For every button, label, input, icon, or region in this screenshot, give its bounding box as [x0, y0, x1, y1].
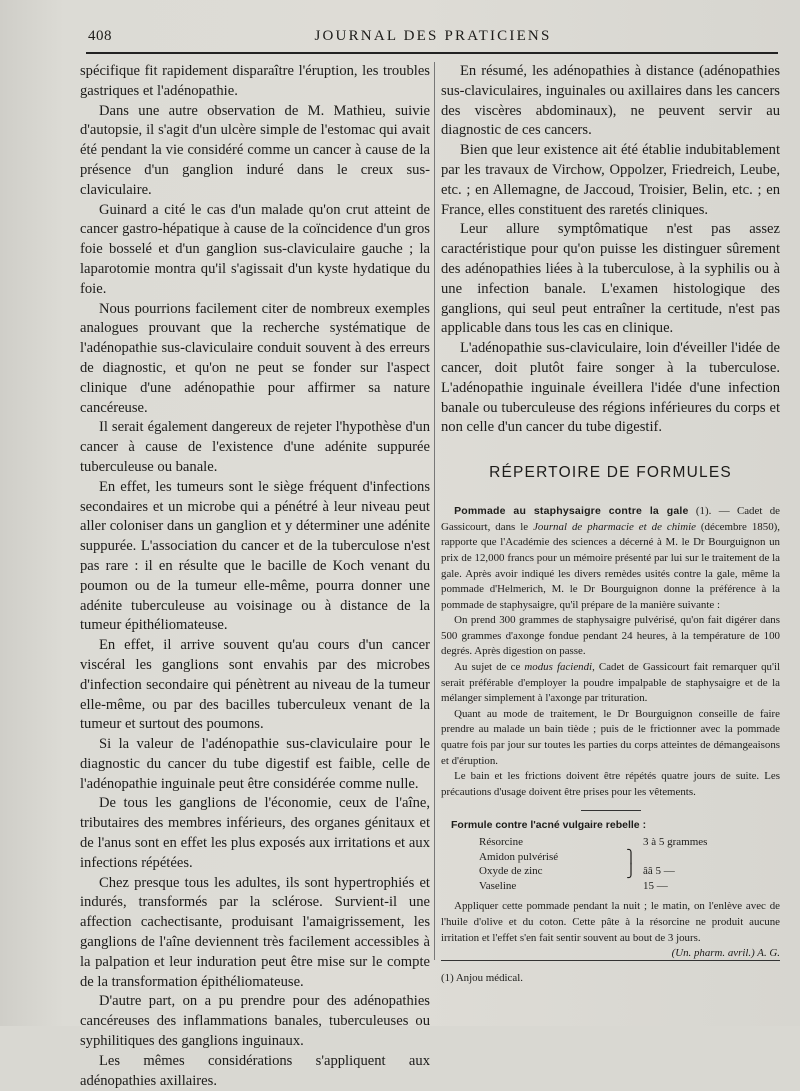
instructions	[441, 899, 780, 960]
modus-pre: Au sujet de ce	[454, 661, 525, 674]
rubric-note: (1). — Cadet de Gassicourt, dans le	[441, 505, 780, 533]
footnote: (1) Anjou médical.	[441, 972, 523, 985]
ingredient-name: Amidon pulvérisé	[479, 850, 559, 863]
ingredient-qty: 3 à 5 grammes	[643, 836, 708, 849]
paragraph: En effet, les tumeurs sont le siège fréquent d'infections secondaires et un microbe qui a pénétré à leur niveau peut aller coloniser dans un ganglion et y déterminer une adénite suppurée. L'association du cancer et de la tuberculose n'est pas rare : il en résulte que le bacille de Koch venant du poumon ou de la tumeur elle-même, pourra donner une adénite tuberculeuse au voisinage ou à distance de la tumeur épithéliomateuse.	[80, 478, 430, 634]
formula-rubric: Formule contre l'acné vulgaire rebelle :	[451, 819, 647, 832]
paragraph: Nous pourrions facilement citer de nombreux exemples analogues prouvant que la recherche systématique de l'adénopathie sus-claviculaire conduit souvent à des erreurs de diagnostic, et qu'on ne peut se fonder sur l'aspect clinique d'une adénopathie pour affirmer sa nature cancéreuse.	[80, 300, 430, 416]
recipe-row	[479, 850, 707, 865]
paragraph: spécifique fit rapidement disparaître l'éruption, les troubles gastriques et l'adénopathie.	[80, 63, 430, 99]
ingredient-name: Oxyde de zinc	[479, 865, 543, 878]
journal-title: Journal de pharmacie et de chimie	[533, 520, 696, 533]
recipe-table	[479, 835, 707, 893]
formula-intro	[441, 504, 780, 613]
paragraph: Si la valeur de l'adénopathie sus-claviculaire pour le diagnostic du cancer du tube digestif est faible, celle de l'adénopathie inguinale peut être considérée comme nulle.	[80, 736, 430, 792]
paragraph: Les mêmes considérations s'appliquent aux adénopathies axillaires.	[80, 1052, 430, 1089]
formula-section	[441, 504, 780, 987]
right-column	[441, 62, 780, 987]
source-signature: (Un. pharm. avril.) A. G.	[671, 947, 780, 960]
paragraph: Il serait également dangereux de rejeter l'hypothèse d'un cancer à cause de l'existence d'une adénite suppurée tuberculeuse ou banale.	[80, 419, 430, 475]
formula-separator	[581, 810, 641, 811]
column-divider	[434, 62, 435, 960]
paragraph: En effet, il arrive souvent qu'au cours d'un cancer viscéral les ganglions sont envahis par des microbes d'infection secondaire qui pénètrent au niveau de la tumeur elle-même, ou par des bacilles tuberculeux venant de la tumeur et surtout des poumons.	[80, 637, 430, 733]
formula-intro-rest: (décembre 1850), rapporte que l'Académie des sciences a décerné à M. le Dr Bourguignon un prix de 12,000 francs pour un mémoire présenté par lui sur le traitement de la gale. Après avoir indiqué les divers remèdes usités contre la gale, même la pommade d'Helmerich, M. le Dr Bourguignon donne la préférence à la pommade de staphysaigre, qu'il prépare de la manière suivante :	[441, 520, 780, 611]
left-column	[80, 62, 430, 1091]
paragraph: Chez presque tous les adultes, ils sont hypertrophiés et indurés, transformés par la sclérose. Survient-il une affection cachectisante, produisant l'amaigrissement, les ganglions de l'aîne deviennent très facilement accessibles à la palpation et leur induration peut être mise sur le compte de la transformation épithéliomateuse.	[80, 874, 430, 990]
ingredient-qty: ââ 5 —	[643, 865, 675, 878]
paragraph: Guinard a cité le cas d'un malade qu'on crut atteint de cancer gastro-hépatique à cause de la coïncidence d'un gros foie bosselé et d'un ganglion sus-claviculaire gauche ; la laparotomie montra qu'il s'agissait d'un kyste hydatique du foie.	[80, 201, 430, 297]
page-number: 408	[88, 28, 112, 44]
section-title: RÉPERTOIRE DE FORMULES	[489, 464, 732, 482]
paragraph: Le bain et les frictions doivent être répétés quatre jours de suite. Les précautions d'usage doivent être prises pour les vêtements.	[441, 770, 780, 798]
paragraph	[441, 660, 780, 707]
paragraph: Leur allure symptômatique n'est pas assez caractéristique pour qu'on puisse les distinguer sûrement des adénopathies liées à la tuberculose, à la syphilis ou à une infection banale. L'examen histologique des ganglions, qui seul peut entraîner la certitude, n'est pas applicable dans tous les cas en clinique.	[441, 221, 780, 337]
ingredient-name: Résorcine	[479, 836, 523, 849]
ingredient-name: Vaseline	[479, 879, 517, 892]
paragraph: De tous les ganglions de l'économie, ceux de l'aîne, tributaires des membres inférieurs, des organes génitaux et de l'anus sont en effet les plus exposés aux irritations et aux infections répétées.	[80, 795, 430, 871]
formula-rubric: Pommade au staphysaigre contre la gale	[454, 505, 689, 518]
paragraph: Quant au mode de traitement, le Dr Bourguignon conseille de faire prendre au malade un bain tiède ; puis de le frictionner avec la pommade quatre fois par jour sur toutes les parties du corps atteintes de démangeaisons et d'éruption.	[441, 707, 780, 767]
header-rule	[86, 52, 778, 54]
brace-glyph: ⎫	[626, 848, 636, 864]
recipe-row	[479, 864, 707, 879]
recipe-row	[479, 835, 707, 850]
paragraph: Dans une autre observation de M. Mathieu, suivie d'autopsie, il s'agit d'un ulcère simple de l'estomac qui avait été pendant la vie considéré comme un cancer à cause de la présence d'un ganglion induré dans le creux sus-claviculaire.	[80, 102, 430, 198]
paragraph: Bien que leur existence ait été établie indubitablement par les travaux de Virchow, Oppolzer, Friedreich, Leube, etc. ; en Allemagne, de Jaccoud, Troisier, Belin, etc. ; en France, elles constituent des raretés cliniques.	[441, 142, 780, 218]
modus-post: , Cadet de Gassicourt fait remarquer qu'il serait préférable d'employer la poudre impalpable de staphysaigre et de la mélanger simplement à l'axonge par trituration.	[441, 661, 780, 705]
running-title: JOURNAL DES PRATICIENS	[314, 28, 552, 44]
paragraph: En résumé, les adénopathies à distance (adénopathies sus-claviculaires, inguinales ou axillaires dans les cancers des viscères abdominaux), ne peuvent servir au diagnostic de ces cancers.	[441, 63, 780, 139]
ingredient-qty: 15 —	[643, 879, 668, 892]
page-header	[88, 28, 778, 54]
paragraph: L'adénopathie sus-claviculaire, loin d'éveiller l'idée de cancer, doit plutôt faire songer à la tuberculose. L'adénopathie inguinale éveillera l'idée d'une infection banale ou tuberculeuse des régions inférieures du corps et non celle d'un cancer du tube digestif.	[441, 340, 780, 436]
recipe-row	[479, 879, 707, 894]
paragraph: On prend 300 grammes de staphysaigre pulvérisé, qu'on fait digérer dans 500 grammes d'axonge fondue pendant 24 heures, à la température de 100 degrés. Après digestion on passe.	[441, 614, 780, 658]
ingredient-qty	[643, 850, 707, 865]
paragraph: D'autre part, on a pu prendre pour des adénopathies cancéreuses des inflammations banales, tuberculeuses ou syphilitiques des ganglions inguinaux.	[80, 993, 430, 1050]
brace-glyph: ⎭	[626, 863, 636, 879]
modus-faciendi: modus faciendi	[524, 661, 593, 674]
instructions-text: Appliquer cette pommade pendant la nuit ; le matin, on l'enlève avec de l'huile d'olive et du coton. Cette pâte à la résorcine ne produit aucune irritation et l'effet s'en fait sentir souvent au bout de 3 jours.	[441, 900, 780, 944]
